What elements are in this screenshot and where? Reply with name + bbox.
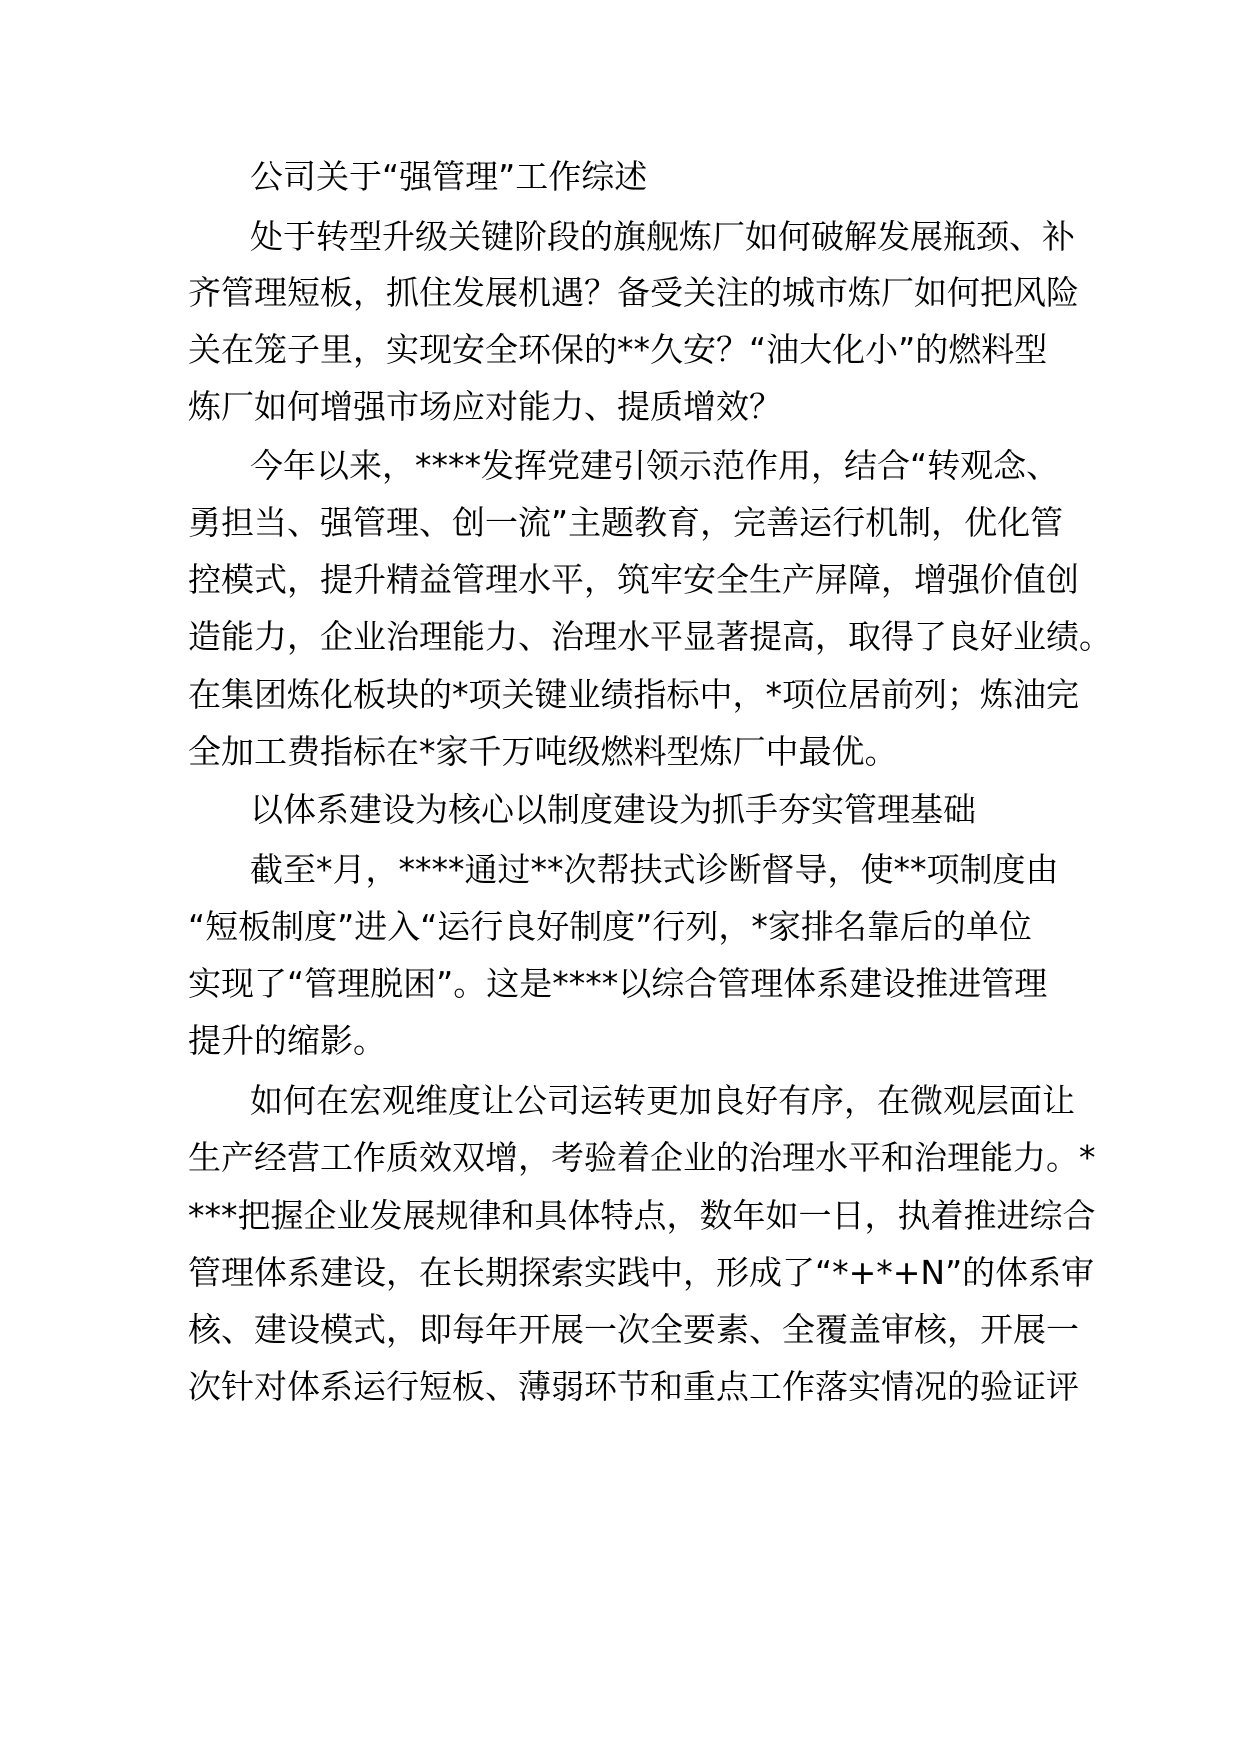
text-line: 今年以来，****发挥党建引领示范作用，结合“转观念、 (250, 446, 1060, 485)
text-line: 实现了“管理脱困”。这是****以综合管理体系建设推进管理 (188, 964, 1048, 1003)
text-line: 关在笼子里，实现安全环保的**久安？“油大化小”的燃料型 (188, 330, 1048, 369)
text-line: “短板制度”进入“运行良好制度”行列，*家排名靠后的单位 (188, 907, 1032, 946)
text-line: 勇担当、强管理、创一流”主题教育，完善运行机制，优化管 (188, 503, 1064, 542)
text-line: 造能力，企业治理能力、治理水平显著提高，取得了良好业绩。 (188, 617, 1112, 656)
text-line: 如何在宏观维度让公司运转更加良好有序，在微观层面让 (250, 1081, 1075, 1120)
text-line: ***把握企业发展规律和具体特点，数年如一日，执着推进综合 (188, 1196, 1096, 1235)
text-line: 控模式，提升精益管理水平，筑牢安全生产屏障，增强价值创 (188, 560, 1079, 599)
text-line: 次针对体系运行短板、薄弱环节和重点工作落实情况的验证评 (188, 1367, 1079, 1406)
text-line: 炼厂如何增强市场应对能力、提质增效？ (188, 387, 782, 426)
text-line: 在集团炼化板块的*项关键业绩指标中，*项位居前列；炼油完 (188, 675, 1079, 714)
text-line: 截至*月，****通过**次帮扶式诊断督导，使**项制度由 (250, 850, 1059, 889)
document-title: 公司关于“强管理”工作综述 (250, 157, 648, 196)
section-heading: 以体系建设为核心以制度建设为抓手夯实管理基础 (250, 790, 976, 829)
text-line: 齐管理短板，抓住发展机遇？备受关注的城市炼厂如何把风险 (188, 273, 1079, 312)
text-line: 全加工费指标在*家千万吨级燃料型炼厂中最优。 (188, 732, 898, 771)
text-line: 生产经营工作质效双增，考验着企业的治理水平和治理能力。* (188, 1138, 1096, 1177)
text-line: 管理体系建设，在长期探索实践中，形成了“*+*+N”的体系审 (188, 1253, 1095, 1292)
text-line: 提升的缩影。 (188, 1021, 386, 1060)
text-line: 处于转型升级关键阶段的旗舰炼厂如何破解发展瓶颈、补 (250, 217, 1075, 256)
text-line: 核、建设模式，即每年开展一次全要素、全覆盖审核，开展一 (188, 1310, 1079, 1349)
